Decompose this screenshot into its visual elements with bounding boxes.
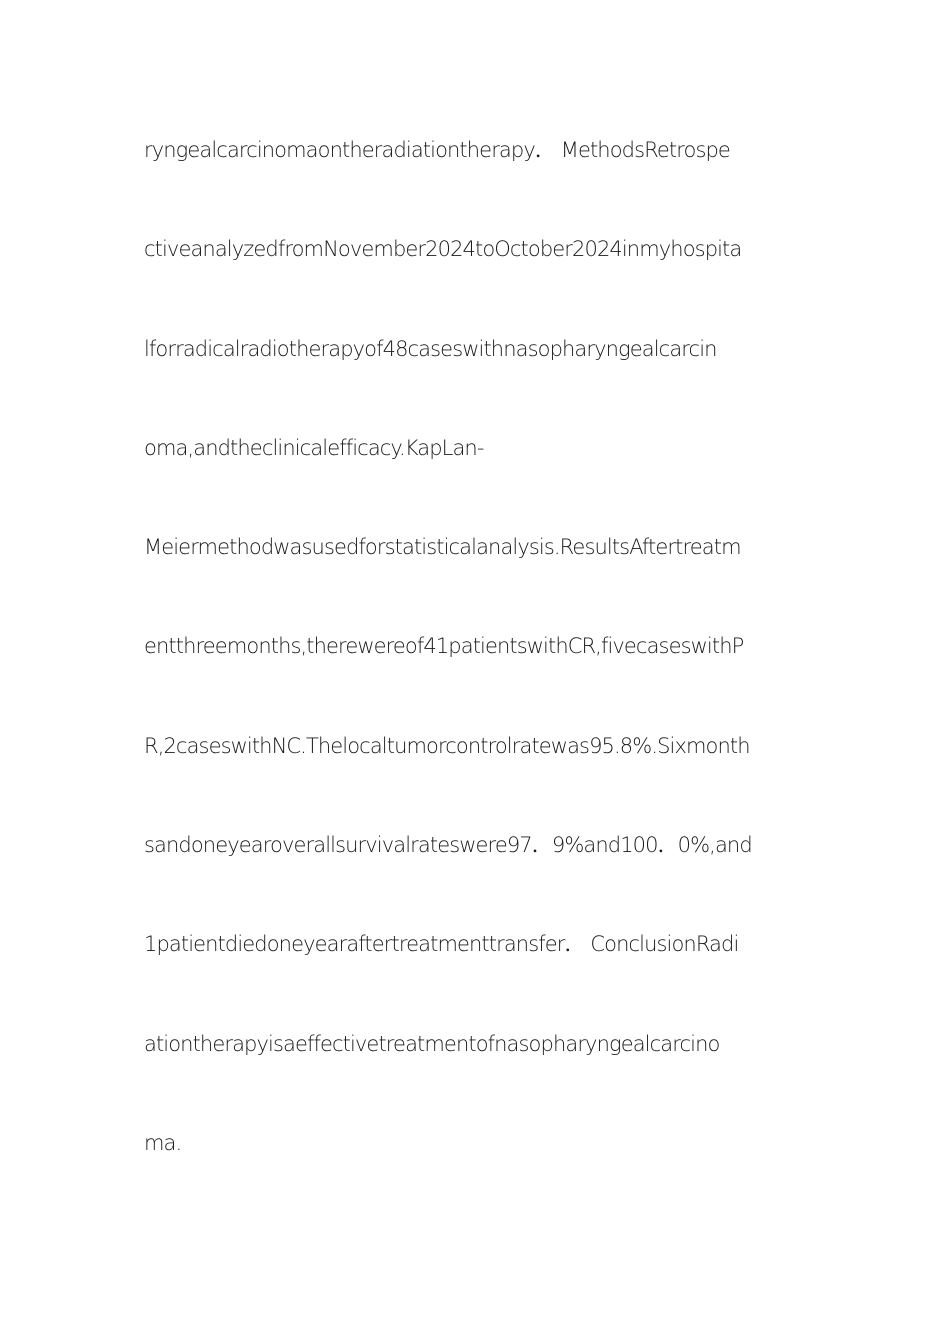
text-line-7: R,2caseswithNC.Thelocaltumorcontrolratewas95.8%.Sixmonth bbox=[144, 734, 750, 758]
text-line-8: sandoneyearoverallsurvivalrateswere97．9%and100．0%,and bbox=[144, 833, 752, 857]
text-line-1: ryngealcarcinomaontheradiationtherapy． MethodsRetrospe bbox=[144, 138, 730, 162]
text-line-10: ationtherapyisaeffectivetreatmentofnasopharyngealcarcino bbox=[144, 1032, 720, 1056]
text-line-9: 1patientdiedoneyearaftertreatmenttransfer． ConclusionRadi bbox=[144, 932, 739, 956]
text-line-4: oma,andtheclinicalefficacy.KapLan- bbox=[144, 436, 484, 460]
text-line-11: ma. bbox=[144, 1131, 182, 1155]
text-line-6: entthreemonths,therewereof41patientswithCR,fivecaseswithP bbox=[144, 634, 744, 658]
text-line-2: ctiveanalyzedfromNovember2024toOctober2024inmyhospita bbox=[144, 237, 742, 261]
text-line-5: Meiermethodwasusedforstatisticalanalysis.ResultsAftertreatm bbox=[144, 535, 741, 559]
text-line-3: lforradicalradiotherapyof48caseswithnasopharyngealcarcin bbox=[144, 337, 717, 361]
